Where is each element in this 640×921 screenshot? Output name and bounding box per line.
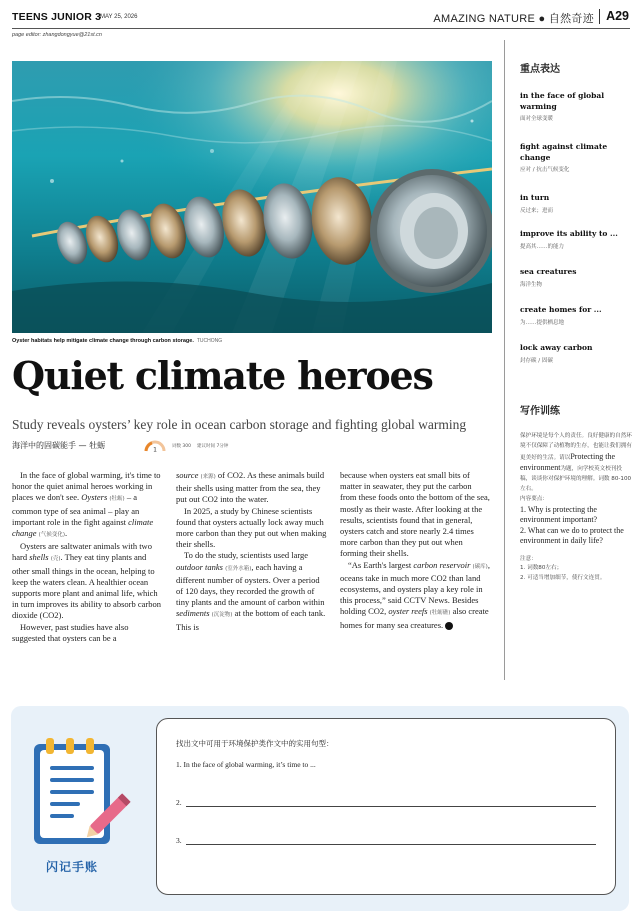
- vocab-zh: 反过来；进而: [520, 207, 554, 214]
- note-line-1: 1. In the face of global warming, it’s time to ...: [176, 760, 316, 769]
- writing-title: 写作训练: [520, 406, 560, 417]
- sidebar-divider: [504, 40, 505, 680]
- vocab-item: [520, 343, 632, 364]
- vocab-item: [520, 305, 632, 326]
- vocab-item: [520, 193, 632, 214]
- article-stats: [172, 443, 234, 449]
- note-box-title: 找出文中可用于环境保护类作文中的实用句型：: [176, 739, 334, 748]
- oyster-photo: [12, 61, 492, 333]
- vocab-item: [520, 267, 632, 288]
- writing-points-title: 内容要点：: [520, 495, 548, 502]
- vocab-en: lock away carbon: [520, 343, 593, 352]
- reading-time: 建议时间 7分钟: [197, 444, 229, 449]
- caption-text: Oyster habitats help mitigate climate change through carbon storage.: [12, 338, 194, 344]
- vocab-zh: 面对全球变暖: [520, 116, 554, 122]
- notes-title: 注意：: [520, 555, 537, 562]
- vocab-en: improve its ability to ...: [520, 229, 618, 238]
- vocab-zh: 为……提供栖息地: [520, 319, 565, 326]
- answer-line-3[interactable]: [186, 844, 596, 845]
- writing-prompt-en: Protecting the environment: [520, 451, 616, 473]
- writing-prompt-cn: 保护环境是每个人的责任。良好健康的自然环境不仅保障了动植物的生存，也能让我们拥有更美好的生活。请以: [520, 433, 632, 461]
- vocab-zh: 应对 / 抗击气候变化: [520, 167, 570, 173]
- vocab-en: sea creatures: [520, 267, 577, 276]
- header-divider: [599, 9, 600, 24]
- headline: Quiet climate heroes: [12, 353, 433, 398]
- note-panel-label: 闪记手账: [46, 860, 99, 874]
- gauge-level: 1: [153, 446, 157, 453]
- writing-prompt: [520, 432, 632, 584]
- notebook-icon: [28, 736, 138, 851]
- subheadline: Study reveals oysters’ key role in ocean carbon storage and fighting global warming: [12, 417, 467, 432]
- writing-question-2: 2. What can we do to protect the environment in daily life?: [520, 525, 624, 546]
- issue-date: MAY 25, 2026: [100, 14, 138, 20]
- note-1: 1. 词数80左右；: [520, 565, 563, 572]
- article-column-3: because when oysters eat small bits of matter in seawater, they put the carbon from these foods onto the bottom of the sea, mostly as their waste. After looking at the results, scientists found that in general, oysters catch and store nearly 2.4 times more carbon than they put out when forming their shells. “As Earth's largest carbon reservoir (碳库), oceans take in much more CO2 than land ecosystems, and oysters play a key role in this process,” said CCTV News. Besides holding CO2, oyster reefs (牡蛎礁) also create homes for many sea creatures. T: [340, 470, 490, 630]
- article-end-icon: T: [445, 622, 453, 630]
- vocab-zh: 提高其……的能力: [520, 243, 565, 250]
- page-editor: page editor: zhangdongyue@21st.cn: [12, 32, 102, 38]
- vocab-item: [520, 142, 632, 173]
- vocab-en: fight against climate change: [520, 142, 608, 162]
- photo-credit: TUCHONG: [196, 338, 223, 344]
- vocab-en: in the face of global warming: [520, 91, 605, 111]
- note-line-2: 2.: [176, 798, 182, 807]
- article-column-1: In the face of global warming, it's time to honor the quiet animal heroes working in places we don't see. Oysters (牡蛎) – a common type of sea animal – play an important role in the fight against climate change (气候变化). Oysters are saltwater animals with two hard shells (壳). They eat tiny plants and other small things in the ocean, helping to keep the waters clean. A healthier ocean supports more plant and animal life, which in turn improves its ability to absorb carbon dioxide (CO2). However, past studies have also suggested that oysters can be a: [12, 470, 161, 643]
- vocab-item: [520, 229, 632, 250]
- oyster-illustration: [12, 61, 492, 333]
- vocab-en: in turn: [520, 193, 550, 202]
- note-line-3: 3.: [176, 836, 182, 845]
- writing-prompt-cn2: 为题，向学校英文校刊投稿，谈谈你对保护环境的理解。词数 80-100 左右。: [520, 466, 632, 492]
- chinese-title: 海洋中的固碳能手 — 牡蛎: [12, 441, 106, 450]
- writing-question-1: 1. Why is protecting the environment important?: [520, 504, 598, 525]
- paper-name: TEENS JUNIOR 3: [12, 11, 102, 23]
- page-header: [12, 8, 630, 29]
- expressions-title: 重点表达: [520, 64, 560, 75]
- vocab-zh: 海洋生物: [520, 281, 543, 288]
- answer-line-2[interactable]: [186, 806, 596, 807]
- note-2: 2. 可适当增加细节，使行文连贯。: [520, 575, 606, 582]
- vocab-zh: 封存碳 / 固碳: [520, 357, 553, 364]
- word-count: 词数 300: [172, 444, 192, 449]
- vocab-en: create homes for ...: [520, 305, 602, 314]
- article-column-2: source (来源) of CO2. As these animals build their shells using matter from the sea, they put out CO2 into the water. In 2025, a study by Chinese scientists found that oysters actually lock away much more carbon than they put out when making their shells. To do the study, scientists used large outdoor tanks (室外水箱), each having a different number of oysters. Over a period of 120 days, they recorded the growth of tiny plants and the amount of carbon within sediments (沉淀物) at the bottom of each tank. This is: [176, 470, 327, 632]
- difficulty-gauge-icon: [144, 439, 166, 453]
- page-number: A29: [606, 9, 629, 23]
- photo-caption: [12, 338, 222, 344]
- vocab-item: [520, 91, 632, 122]
- section-title: AMAZING NATURE ● 自然奇迹: [433, 13, 594, 25]
